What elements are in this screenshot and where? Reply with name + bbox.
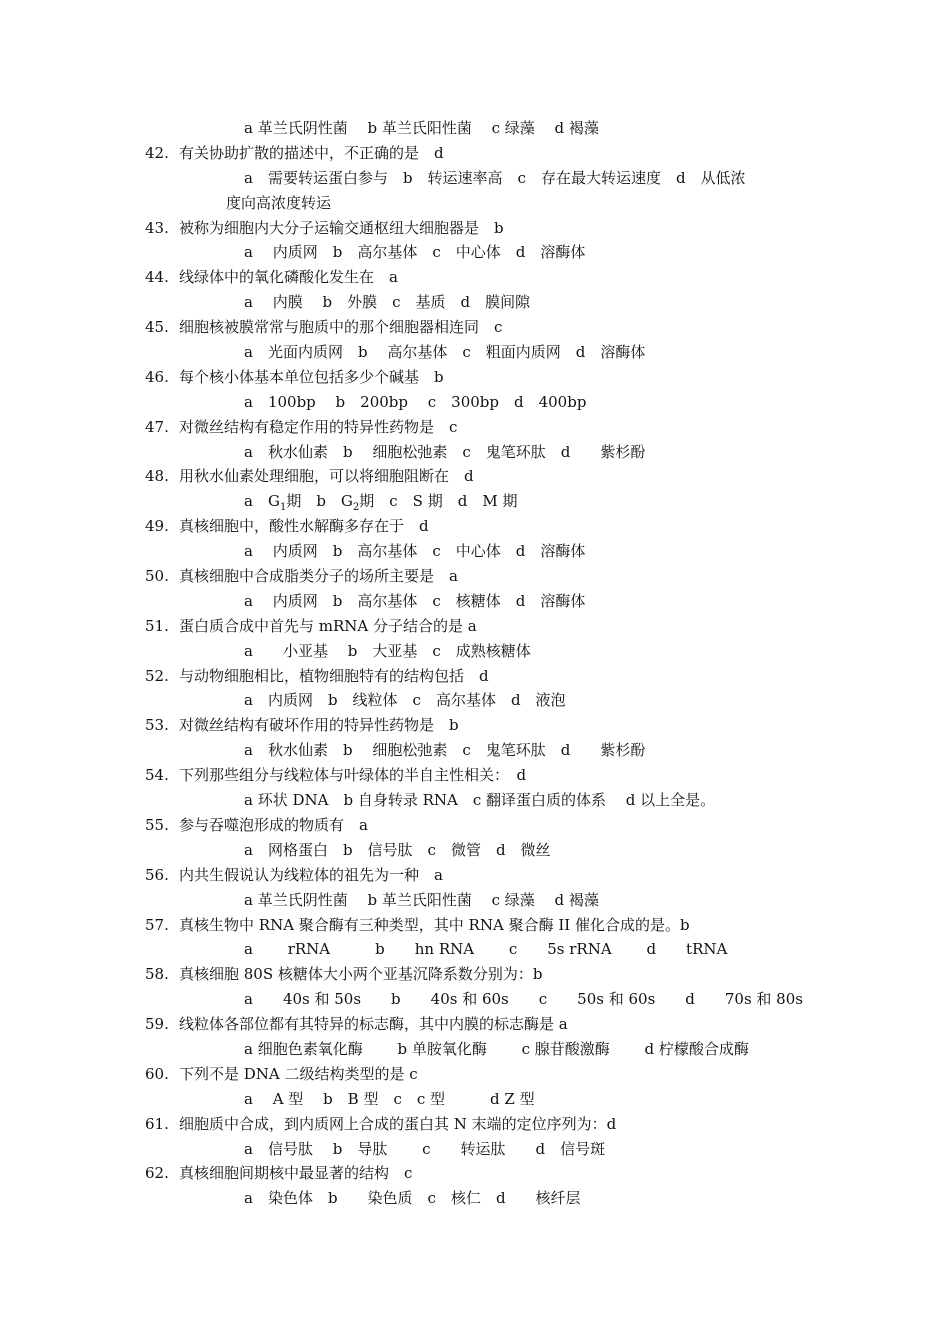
continuation-text: 度向高浓度转运 — [226, 193, 332, 212]
options-row — [0, 1087, 950, 1112]
question-text: 参与吞噬泡形成的物质有 a — [179, 815, 368, 834]
question-text: 真核生物中 RNA 聚合酶有三种类型，其中 RNA 聚合酶 II 催化合成的是。b — [179, 915, 690, 934]
options-row — [0, 589, 950, 614]
question-row — [0, 365, 950, 390]
question-number: 46. — [145, 367, 169, 386]
options-text: a 需要转运蛋白参与 b 转运速率高 c 存在最大转运速度 d 从低浓 — [244, 168, 746, 187]
options-row — [0, 838, 950, 863]
options-row — [0, 116, 950, 141]
options-row — [0, 340, 950, 365]
options-row — [0, 788, 950, 813]
question-text: 下列那些组分与线粒体与叶绿体的半自主性相关： d — [179, 766, 527, 785]
question-text: 真核细胞中合成脂类分子的场所主要是 a — [179, 567, 458, 586]
phase-subscript: 1 — [279, 502, 287, 514]
question-row — [0, 1012, 950, 1037]
question-row — [0, 913, 950, 938]
question-number: 50. — [145, 567, 169, 586]
question-text: 真核细胞 80S 核糖体大小两个亚基沉降系数分别为：b — [179, 965, 543, 984]
question-number: 62. — [145, 1164, 169, 1183]
question-row — [0, 863, 950, 888]
question-number: 51. — [145, 616, 169, 635]
question-number: 47. — [145, 417, 169, 436]
options-text: a 网格蛋白 b 信号肽 c 微管 d 微丝 — [244, 840, 551, 859]
question-number: 49. — [145, 517, 169, 536]
options-row — [0, 888, 950, 913]
options-text: a 内质网 b 高尔基体 c 中心体 d 溶酶体 — [244, 542, 586, 561]
options-text: a 内质网 b 高尔基体 c 中心体 d 溶酶体 — [244, 243, 586, 262]
question-row — [0, 962, 950, 987]
options-text: a 秋水仙素 b 细胞松弛素 c 鬼笔环肽 d 紫杉酚 — [244, 442, 646, 461]
question-row — [0, 1062, 950, 1087]
document-page — [0, 116, 950, 1211]
question-text: 线粒体各部位都有其特异的标志酶，其中内膜的标志酶是 a — [179, 1015, 568, 1034]
options-text: a 环状 DNA b 自身转录 RNA c 翻译蛋白质的体系 d 以上全是。 — [244, 791, 716, 810]
options-fragment: a G — [244, 492, 280, 511]
question-row — [0, 713, 950, 738]
question-number: 59. — [145, 1015, 169, 1034]
options-text: a A 型 b B 型 c c 型 d Z 型 — [244, 1089, 535, 1108]
question-text: 细胞质中合成，到内质网上合成的蛋白其 N 末端的定位序列为：d — [179, 1114, 617, 1133]
options-text: a 内质网 b 线粒体 c 高尔基体 d 液泡 — [244, 691, 566, 710]
question-text: 真核细胞中，酸性水解酶多存在于 d — [179, 517, 429, 536]
options-row — [0, 489, 950, 514]
question-number: 45. — [145, 318, 169, 337]
question-row — [0, 141, 950, 166]
options-row — [0, 1186, 950, 1211]
options-text: a 内质网 b 高尔基体 c 核糖体 d 溶酶体 — [244, 591, 586, 610]
options-row — [0, 390, 950, 415]
options-text: a 100bp b 200bp c 300bp d 400bp — [244, 392, 587, 411]
question-number: 56. — [145, 865, 169, 884]
question-text: 每个核小体基本单位包括多少个碱基 b — [179, 367, 444, 386]
question-row — [0, 464, 950, 489]
options-row — [0, 539, 950, 564]
question-row — [0, 564, 950, 589]
options-text: a 小亚基 b 大亚基 c 成熟核糖体 — [244, 641, 531, 660]
question-text: 用秋水仙素处理细胞，可以将细胞阻断在 d — [179, 467, 474, 486]
question-row — [0, 315, 950, 340]
question-number: 55. — [145, 815, 169, 834]
question-text: 对微丝结构有稳定作用的特异性药物是 c — [179, 417, 458, 436]
question-text: 与动物细胞相比，植物细胞特有的结构包括 d — [179, 666, 489, 685]
options-row — [0, 987, 950, 1012]
options-row — [0, 240, 950, 265]
options-row — [0, 688, 950, 713]
options-row — [0, 1137, 950, 1162]
phase-subscript: 2 — [352, 502, 360, 514]
question-row — [0, 813, 950, 838]
question-text: 内共生假说认为线粒体的祖先为一种 a — [179, 865, 443, 884]
options-row — [0, 738, 950, 763]
options-text: a 染色体 b 染色质 c 核仁 d 核纤层 — [244, 1189, 581, 1208]
question-number: 43. — [145, 218, 169, 237]
options-row — [0, 1037, 950, 1062]
question-row — [0, 216, 950, 241]
options-text: a 革兰氏阴性菌 b 革兰氏阳性菌 c 绿藻 d 褐藻 — [244, 119, 599, 137]
question-number: 44. — [145, 268, 169, 287]
options-text: a 内膜 b 外膜 c 基质 d 膜间隙 — [244, 293, 531, 312]
options-text: a 40s 和 50s b 40s 和 60s c 50s 和 60s d 70s 和 80s — [244, 990, 803, 1009]
options-row — [0, 639, 950, 664]
question-row — [0, 664, 950, 689]
question-number: 58. — [145, 965, 169, 984]
question-number: 54. — [145, 766, 169, 785]
question-text: 下列不是 DNA 二级结构类型的是 c — [179, 1064, 418, 1083]
question-text: 细胞核被膜常常与胞质中的那个细胞器相连同 c — [179, 318, 503, 337]
question-number: 53. — [145, 716, 169, 735]
question-row — [0, 614, 950, 639]
question-row — [0, 265, 950, 290]
question-text: 对微丝结构有破坏作用的特异性药物是 b — [179, 716, 459, 735]
options-text: a 革兰氏阴性菌 b 革兰氏阳性菌 c 绿藻 d 褐藻 — [244, 890, 599, 909]
options-text: a 信号肽 b 导肽 c 转运肽 d 信号斑 — [244, 1139, 606, 1158]
question-number: 57. — [145, 915, 169, 934]
question-row — [0, 415, 950, 440]
question-row — [0, 1112, 950, 1137]
options-fragment: 期 c S 期 d M 期 — [359, 492, 518, 511]
question-text: 线绿体中的氧化磷酸化发生在 a — [179, 268, 398, 287]
continuation-row — [0, 191, 950, 216]
options-row — [0, 166, 950, 191]
options-fragment: 期 b G — [286, 492, 353, 511]
question-number: 48. — [145, 467, 169, 486]
question-text: 被称为细胞内大分子运输交通枢纽大细胞器是 b — [179, 218, 504, 237]
options-text — [244, 489, 517, 514]
options-row — [0, 440, 950, 465]
question-number: 52. — [145, 666, 169, 685]
options-text: a 光面内质网 b 高尔基体 c 粗面内质网 d 溶酶体 — [244, 343, 646, 362]
question-number: 60. — [145, 1064, 169, 1083]
question-row — [0, 514, 950, 539]
question-number: 42. — [145, 143, 169, 162]
options-text: a rRNA b hn RNA c 5s rRNA d tRNA — [244, 940, 728, 959]
question-row — [0, 1161, 950, 1186]
options-text: a 细胞色素氧化酶 b 单胺氧化酶 c 腺苷酸激酶 d 柠檬酸合成酶 — [244, 1039, 749, 1058]
options-text: a 秋水仙素 b 细胞松弛素 c 鬼笔环肽 d 紫杉酚 — [244, 741, 646, 760]
options-row — [0, 290, 950, 315]
question-number: 61. — [145, 1114, 169, 1133]
question-text: 真核细胞间期核中最显著的结构 c — [179, 1164, 413, 1183]
question-row — [0, 763, 950, 788]
question-text: 蛋白质合成中首先与 mRNA 分子结合的是 a — [179, 616, 477, 635]
options-row — [0, 937, 950, 962]
question-text: 有关协助扩散的描述中，不正确的是 d — [179, 143, 444, 162]
